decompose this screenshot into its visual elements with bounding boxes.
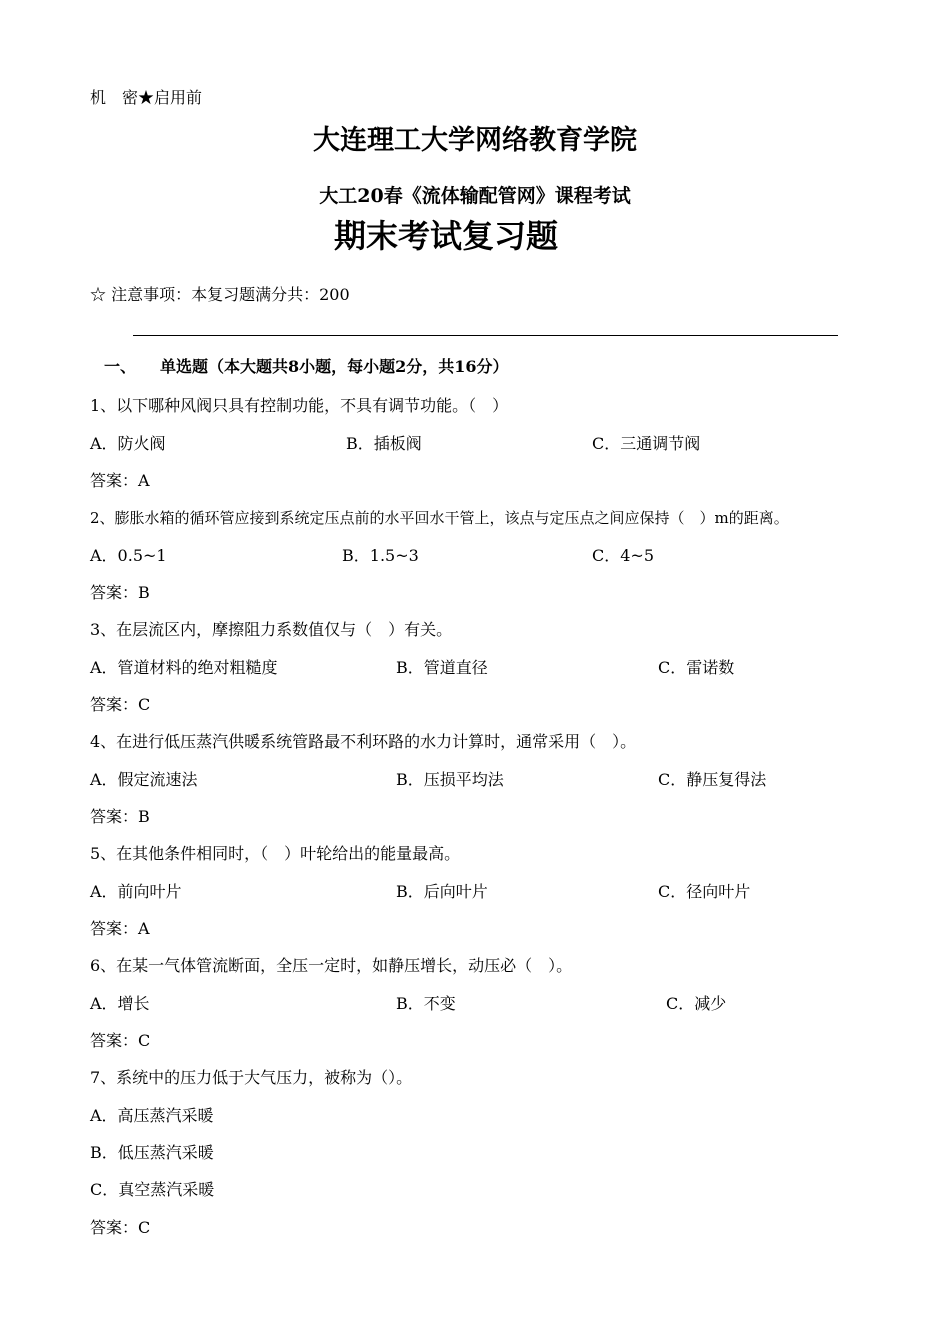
answer-text: 答案：C — [90, 1218, 151, 1237]
option-a: A．增长 — [90, 994, 150, 1013]
section-title: 一、 单选题（本大题共8小题，每小题2分，共16分） — [104, 357, 509, 376]
option-c: C．减少 — [666, 994, 727, 1013]
option-c: C．雷诺数 — [658, 658, 735, 677]
question-stem: 5、在其他条件相同时，（ ）叶轮给出的能量最高。 — [90, 844, 461, 863]
option-c: C．三通调节阀 — [592, 434, 701, 453]
answer-text: 答案：C — [90, 695, 151, 714]
question-stem: 7、系统中的压力低于大气压力，被称为（）。 — [90, 1068, 413, 1087]
option-b: B．不变 — [396, 994, 456, 1013]
question-stem: 1、以下哪种风阀只具有控制功能，不具有调节功能。（ ） — [90, 396, 509, 415]
divider — [133, 335, 838, 336]
option-b: B．1.5~3 — [342, 546, 419, 565]
option-c: C．径向叶片 — [658, 882, 751, 901]
notice-text: ☆ 注意事项：本复习题满分共：200 — [90, 285, 350, 304]
option-a: A．高压蒸汽采暖 — [90, 1106, 214, 1125]
option-a: A．假定流速法 — [90, 770, 198, 789]
option-b: B．低压蒸汽采暖 — [90, 1143, 214, 1162]
option-c: C．真空蒸汽采暖 — [90, 1180, 215, 1199]
question-stem: 2、膨胀水箱的循环管应接到系统定压点前的水平回水干管上，该点与定压点之间应保持（ ）m的距离。 — [90, 509, 789, 527]
option-b: B．压损平均法 — [396, 770, 504, 789]
answer-text: 答案：B — [90, 807, 150, 826]
option-c: C．静压复得法 — [658, 770, 767, 789]
option-a: A．前向叶片 — [90, 882, 182, 901]
question-stem: 4、在进行低压蒸汽供暖系统管路最不利环路的水力计算时，通常采用（ ）。 — [90, 732, 637, 751]
option-a: A．防火阀 — [90, 434, 166, 453]
answer-text: 答案：A — [90, 919, 150, 938]
option-b: B．管道直径 — [396, 658, 488, 677]
answer-text: 答案：C — [90, 1031, 151, 1050]
answer-text: 答案：A — [90, 471, 150, 490]
course-title: 大工20春《流体输配管网》课程考试 — [319, 185, 631, 207]
confidential-label: 机 密★启用前 — [90, 88, 203, 107]
question-stem: 3、在层流区内，摩擦阻力系数值仅与（ ）有关。 — [90, 620, 453, 639]
option-a: A．管道材料的绝对粗糙度 — [90, 658, 278, 677]
answer-text: 答案：B — [90, 583, 150, 602]
question-stem: 6、在某一气体管流断面，全压一定时，如静压增长，动压必（ ）。 — [90, 956, 573, 975]
option-b: B．后向叶片 — [396, 882, 488, 901]
institution-title: 大连理工大学网络教育学院 — [313, 125, 637, 156]
option-a: A．0.5~1 — [90, 546, 167, 565]
option-b: B．插板阀 — [346, 434, 422, 453]
exam-title: 期末考试复习题 — [334, 217, 559, 255]
option-c: C．4~5 — [592, 546, 655, 565]
